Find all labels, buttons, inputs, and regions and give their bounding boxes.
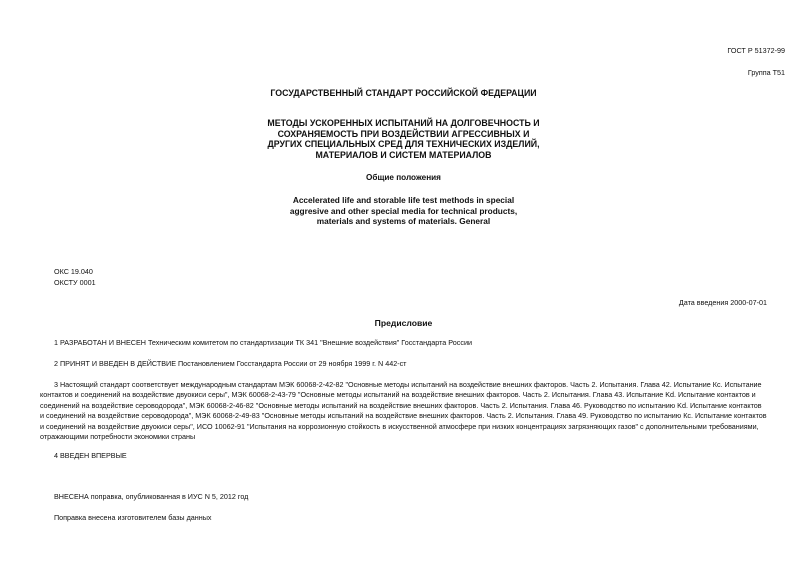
state-standard-title: ГОСУДАРСТВЕННЫЙ СТАНДАРТ РОССИЙСКОЙ ФЕДЕРАЦИИ bbox=[270, 88, 537, 98]
database-note: Поправка внесена изготовителем базы данных bbox=[54, 513, 212, 522]
preface-item-4: 4 ВВЕДЕН ВПЕРВЫЕ bbox=[54, 451, 127, 460]
main-title bbox=[0, 118, 807, 160]
preface-item-3-line: отражающими потребности экономики страны bbox=[40, 432, 196, 442]
preface-item-3 bbox=[40, 380, 774, 442]
preface-heading: Предисловие bbox=[374, 318, 433, 328]
preface-item-3-line: контактов и соединений на воздействие двуокиси серы", МЭК 60068-2-43-79 "Основные методы испытаний на воздействие внешних факторов. Часть 2. Испытания. Глава 43. Испытание Kd. Испытание контактов и bbox=[40, 390, 756, 400]
preface-item-1: 1 РАЗРАБОТАН И ВНЕСЕН Техническим комитетом по стандартизации ТК 341 "Внешние воздействия" Госстандарта России bbox=[54, 338, 472, 347]
english-title bbox=[0, 195, 807, 227]
preface-item-3-line: соединений на воздействие сероводорода", МЭК 60068-2-46-82 "Основные методы испытаний на воздействие внешних факторов. Часть 2. Испытания. Глава 46. Руководство по испытанию Kd. Испытание контактов bbox=[40, 400, 762, 410]
english-title-line: materials and systems of materials. General bbox=[316, 216, 491, 226]
doc-group: Группа Т51 bbox=[747, 68, 785, 77]
preface-item-3-line: и соединений на воздействие двуокиси серы", ИСО 10062-91 "Испытания на коррозионную стойкость в искусственной атмосфере при низких концентрациях загрязняющих газов" с дополнительными требованиями, bbox=[40, 421, 759, 431]
english-title-line: aggresive and other special media for technical products, bbox=[289, 205, 518, 216]
preface-item-3-line: 3 Настоящий стандарт соответствует международным стандартам МЭК 60068-2-42-82 "Основные методы испытаний на воздействие внешних факторов. Часть 2. Испытания. Глава 42. Испытание Кс. Испытание bbox=[54, 380, 762, 389]
doc-code: ГОСТ Р 51372-99 bbox=[727, 46, 785, 55]
english-title-line: Accelerated life and storable life test methods in special bbox=[292, 195, 515, 205]
main-title-line: СОХРАНЯЕМОСТЬ ПРИ ВОЗДЕЙСТВИИ АГРЕССИВНЫХ И bbox=[277, 128, 530, 139]
preface-item-3-line: и соединений на воздействие сероводорода", МЭК 60068-2-49-83 "Основные методы испытаний на воздействие внешних факторов. Часть 2. Испытания. Глава 49. Руководство по испытанию Кс. Испытание контактов bbox=[40, 411, 767, 421]
main-title-line: МАТЕРИАЛОВ И СИСТЕМ МАТЕРИАЛОВ bbox=[315, 149, 492, 160]
intro-date: Дата введения 2000-07-01 bbox=[678, 298, 767, 307]
subtitle: Общие положения bbox=[366, 173, 441, 182]
okstu-code: ОКСТУ 0001 bbox=[54, 278, 96, 287]
main-title-line: МЕТОДЫ УСКОРЕННЫХ ИСПЫТАНИЙ НА ДОЛГОВЕЧНОСТЬ И bbox=[267, 118, 540, 128]
amendment-note: ВНЕСЕНА поправка, опубликованная в ИУС N 5, 2012 год bbox=[54, 492, 249, 501]
main-title-line: ДРУГИХ СПЕЦИАЛЬНЫХ СРЕД ДЛЯ ТЕХНИЧЕСКИХ ИЗДЕЛИЙ, bbox=[267, 139, 540, 149]
preface-item-2: 2 ПРИНЯТ И ВВЕДЕН В ДЕЙСТВИЕ Постановлением Госстандарта России от 29 ноября 1999 г. N 442-ст bbox=[54, 359, 407, 368]
oks-code: ОКС 19.040 bbox=[54, 267, 93, 276]
